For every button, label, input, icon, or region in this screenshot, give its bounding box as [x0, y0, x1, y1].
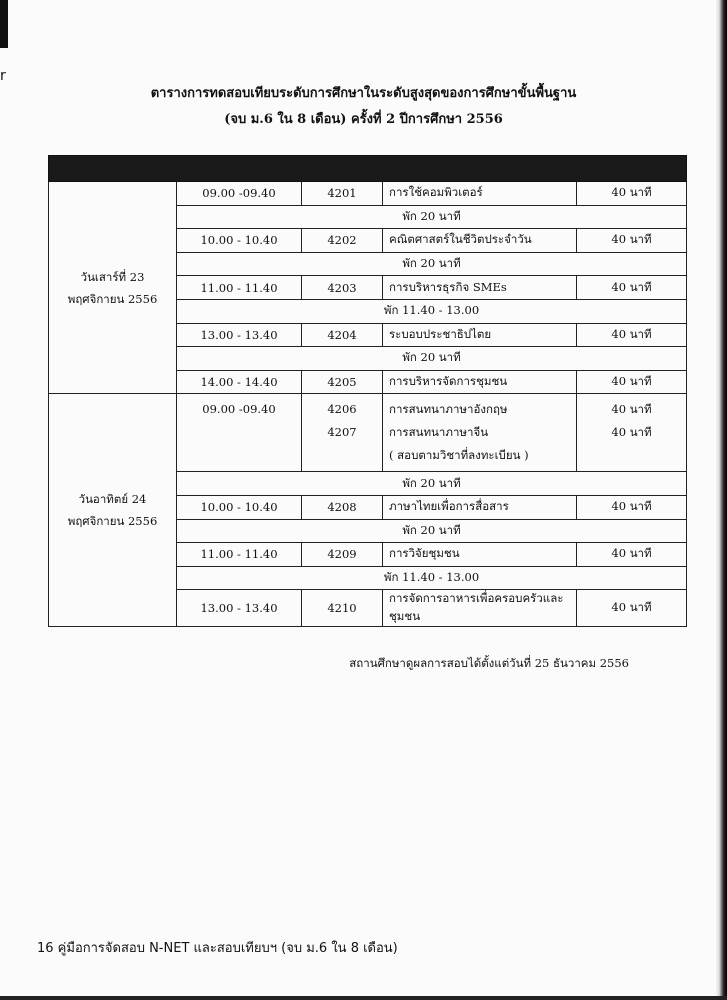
page-footer: 16 คู่มือการจัดสอบ N-NET และสอบเทียบฯ (จบ ม.6 ใน 8 เดือน)	[37, 941, 398, 956]
subject-name: การวิจัยชุมชน	[383, 543, 577, 567]
subject-name-cell	[383, 394, 577, 472]
scan-edge-bottom	[0, 996, 727, 1000]
time-cell: 10.00 - 10.40	[177, 495, 302, 519]
subject-code: 4201	[302, 182, 383, 206]
duration: 40 นาที	[577, 323, 687, 347]
scan-edge-left	[0, 0, 8, 48]
duration: 40 นาที	[577, 543, 687, 567]
duration: 40 นาที	[577, 276, 687, 300]
subject-code: 4209	[302, 543, 383, 567]
break-label: พัก 20 นาที	[177, 252, 687, 276]
time-cell: 11.00 - 11.40	[177, 543, 302, 567]
subject-code-cell	[302, 394, 383, 472]
break-label: พัก 20 นาที	[177, 347, 687, 371]
subject-code: 4202	[302, 229, 383, 253]
duration: 40 นาที	[577, 495, 687, 519]
duration: 40 นาที	[577, 182, 687, 206]
duration-cell	[577, 394, 687, 472]
subject-code: 4208	[302, 495, 383, 519]
document-title: ตารางการทดสอบเทียบระดับการศึกษาในระดับสูงสุดของการศึกษาขั้นพื้นฐาน	[150, 86, 577, 101]
table-row	[49, 394, 687, 472]
subject-name: การใช้คอมพิวเตอร์	[383, 182, 577, 206]
time-cell: 09.00 -09.40	[177, 182, 302, 206]
break-label: พัก 20 นาที	[177, 472, 687, 496]
duration: 40 นาที	[577, 590, 687, 627]
time-cell: 13.00 - 13.40	[177, 590, 302, 627]
subject-code: 4203	[302, 276, 383, 300]
margin-mark: r	[0, 68, 6, 84]
break-label: พัก 11.40 - 13.00	[177, 299, 687, 323]
break-label: พัก 11.40 - 13.00	[177, 566, 687, 590]
subject-name: การบริหารจัดการชุมชน	[383, 370, 577, 394]
subject-name: การจัดการอาหารเพื่อครอบครัวและชุมชน	[383, 590, 577, 627]
day-cell	[49, 182, 177, 394]
time-cell: 14.00 - 14.40	[177, 370, 302, 394]
break-label: พัก 20 นาที	[177, 519, 687, 543]
subject-name: คณิตศาสตร์ในชีวิตประจำวัน	[383, 229, 577, 253]
time-cell: 11.00 - 11.40	[177, 276, 302, 300]
document-subtitle: (จบ ม.6 ใน 8 เดือน) ครั้งที่ 2 ปีการศึกษา 2556	[224, 112, 503, 127]
duration: 40 นาที	[611, 402, 652, 417]
table-header-bar	[49, 156, 687, 182]
subject-name: ภาษาไทยเพื่อการสื่อสาร	[383, 495, 577, 519]
subject-code: 4206	[327, 402, 357, 417]
time-cell: 09.00 -09.40	[177, 394, 302, 472]
exam-schedule-table	[48, 155, 687, 627]
time-cell: 10.00 - 10.40	[177, 229, 302, 253]
table-row	[49, 182, 687, 206]
day-date: พฤศจิกายน 2556	[67, 291, 158, 306]
duration: 40 นาที	[577, 370, 687, 394]
subject-name: การสนทนาภาษาจีน	[389, 425, 489, 440]
subject-code: 4205	[302, 370, 383, 394]
subject-name: การบริหารธุรกิจ SMEs	[383, 276, 577, 300]
duration: 40 นาที	[577, 229, 687, 253]
subject-code: 4210	[302, 590, 383, 627]
day-label: วันเสาร์ที่ 23	[80, 269, 145, 284]
duration: 40 นาที	[611, 425, 652, 440]
day-label: วันอาทิตย์ 24	[78, 492, 147, 507]
time-cell: 13.00 - 13.40	[177, 323, 302, 347]
results-note: สถานศึกษาดูผลการสอบได้ตั้งแต่วันที่ 25 ธันวาคม 2556	[349, 656, 629, 670]
day-cell	[49, 394, 177, 627]
subject-name: ระบอบประชาธิปไตย	[383, 323, 577, 347]
subject-code: 4207	[327, 425, 357, 440]
subject-note: ( สอบตามวิชาที่ลงทะเบียน )	[389, 448, 529, 463]
subject-code: 4204	[302, 323, 383, 347]
subject-name: การสนทนาภาษาอังกฤษ	[389, 402, 508, 417]
scan-edge-right	[715, 0, 727, 1000]
break-label: พัก 20 นาที	[177, 205, 687, 229]
day-date: พฤศจิกายน 2556	[67, 514, 158, 529]
